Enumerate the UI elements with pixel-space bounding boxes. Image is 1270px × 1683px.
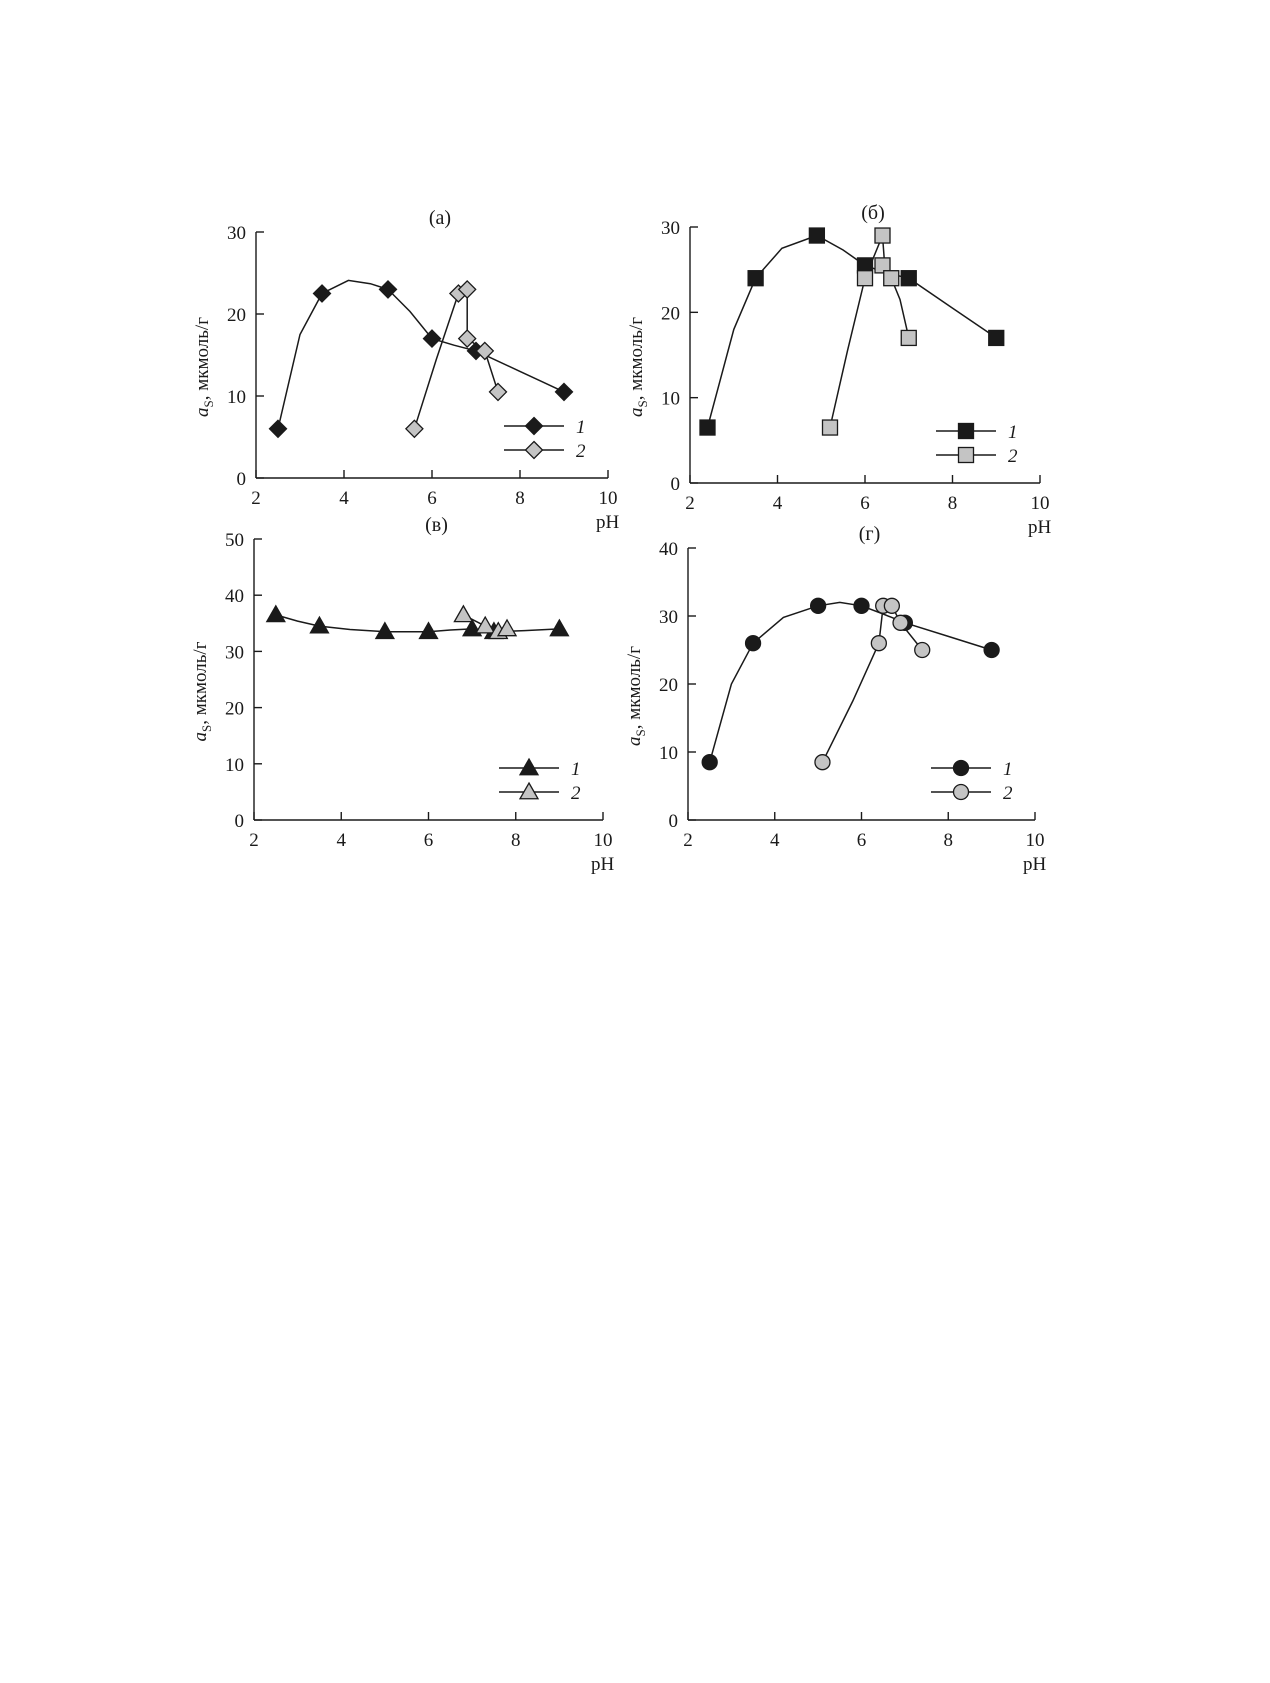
y-axis-unit: , мкмоль/г — [192, 317, 213, 401]
y-tick-label: 40 — [225, 586, 244, 608]
series-1-point — [702, 755, 717, 770]
y-axis-subscript: S — [199, 724, 214, 732]
y-tick-label: 0 — [234, 811, 244, 832]
y-axis-symbol: a — [190, 731, 211, 742]
series-1-point — [989, 330, 1004, 345]
y-axis-symbol: a — [192, 407, 213, 417]
x-tick-label: 6 — [423, 830, 434, 851]
y-tick-label: 10 — [225, 754, 244, 776]
y-axis-unit: , мкмоль/г — [624, 646, 645, 730]
y-tick-label: 30 — [225, 642, 244, 664]
series-2-point — [901, 330, 916, 345]
series-2-point — [875, 228, 890, 243]
y-tick-label: 30 — [659, 607, 678, 628]
series-2-point — [858, 271, 873, 286]
legend-marker — [959, 424, 974, 439]
x-tick-label: 4 — [336, 830, 346, 851]
legend-label: 1 — [1008, 422, 1018, 443]
series-2-point — [893, 615, 908, 630]
x-tick-label: 2 — [249, 830, 259, 851]
x-axis-label: pH — [591, 854, 615, 875]
x-tick-label: 8 — [947, 493, 958, 514]
series-1-point — [809, 228, 824, 243]
y-tick-label: 0 — [236, 469, 246, 490]
y-tick-label: 40 — [659, 539, 678, 560]
y-tick-label: 10 — [659, 743, 678, 764]
x-tick-label: 8 — [511, 830, 521, 851]
y-axis-symbol: a — [626, 407, 647, 417]
y-tick-label: 0 — [670, 474, 680, 495]
panel-label: (б) — [861, 202, 885, 224]
x-tick-label: 6 — [856, 830, 867, 851]
legend-label: 2 — [1003, 783, 1013, 804]
legend-marker — [959, 448, 974, 463]
series-1-point — [746, 636, 761, 651]
series-1-point — [700, 420, 715, 435]
x-tick-label: 8 — [515, 488, 525, 509]
series-1-point — [811, 598, 826, 613]
x-tick-label: 2 — [685, 493, 695, 514]
x-tick-label: 4 — [772, 493, 783, 514]
x-axis-label: pH — [596, 512, 620, 533]
x-tick-label: 10 — [1030, 493, 1050, 514]
series-2-point — [871, 636, 886, 651]
y-tick-label: 10 — [227, 387, 246, 408]
legend-label: 1 — [576, 417, 586, 438]
series-2-point — [884, 271, 899, 286]
x-tick-label: 4 — [339, 488, 349, 509]
y-tick-label: 20 — [225, 698, 244, 720]
x-tick-label: 2 — [683, 830, 693, 851]
legend-label: 2 — [576, 441, 586, 462]
legend-label: 2 — [1008, 446, 1018, 467]
series-1-point — [901, 271, 916, 286]
panel-label: (г) — [858, 523, 881, 545]
x-tick-label: 10 — [598, 488, 618, 509]
series-2-point — [815, 755, 830, 770]
legend-label: 2 — [571, 783, 581, 804]
y-axis-subscript: S — [635, 400, 650, 408]
y-tick-label: 20 — [661, 303, 680, 325]
panel-label: (в) — [425, 514, 448, 536]
legend-label: 1 — [571, 759, 581, 780]
x-tick-label: 2 — [251, 488, 261, 509]
y-tick-label: 50 — [225, 530, 244, 551]
y-tick-label: 30 — [227, 223, 246, 244]
series-1-point — [984, 643, 999, 658]
x-tick-label: 4 — [770, 830, 780, 851]
y-tick-label: 20 — [227, 305, 246, 326]
y-axis-unit: , мкмоль/г — [190, 641, 211, 725]
y-tick-label: 0 — [668, 811, 678, 832]
legend-marker — [954, 761, 969, 776]
y-tick-label: 20 — [659, 675, 678, 696]
x-axis-label: pH — [1023, 854, 1047, 875]
series-1-point — [854, 598, 869, 613]
x-tick-label: 6 — [860, 493, 870, 514]
y-tick-label: 30 — [661, 218, 680, 239]
y-axis-symbol: a — [624, 736, 645, 746]
series-2-point — [823, 420, 838, 435]
y-axis-subscript: S — [201, 400, 216, 408]
series-2-point — [915, 643, 930, 658]
panel-label: (а) — [428, 207, 452, 229]
y-axis-subscript: S — [633, 729, 648, 737]
legend-label: 1 — [1003, 759, 1013, 780]
y-axis-unit: , мкмоль/г — [626, 317, 647, 401]
x-axis-label: pH — [1028, 517, 1052, 538]
series-1-point — [748, 271, 763, 286]
x-tick-label: 10 — [593, 830, 613, 851]
series-2-point — [884, 598, 899, 613]
x-tick-label: 8 — [943, 830, 953, 851]
x-tick-label: 6 — [427, 488, 437, 509]
legend-marker — [954, 785, 969, 800]
y-tick-label: 10 — [661, 388, 680, 410]
x-tick-label: 10 — [1025, 830, 1045, 851]
